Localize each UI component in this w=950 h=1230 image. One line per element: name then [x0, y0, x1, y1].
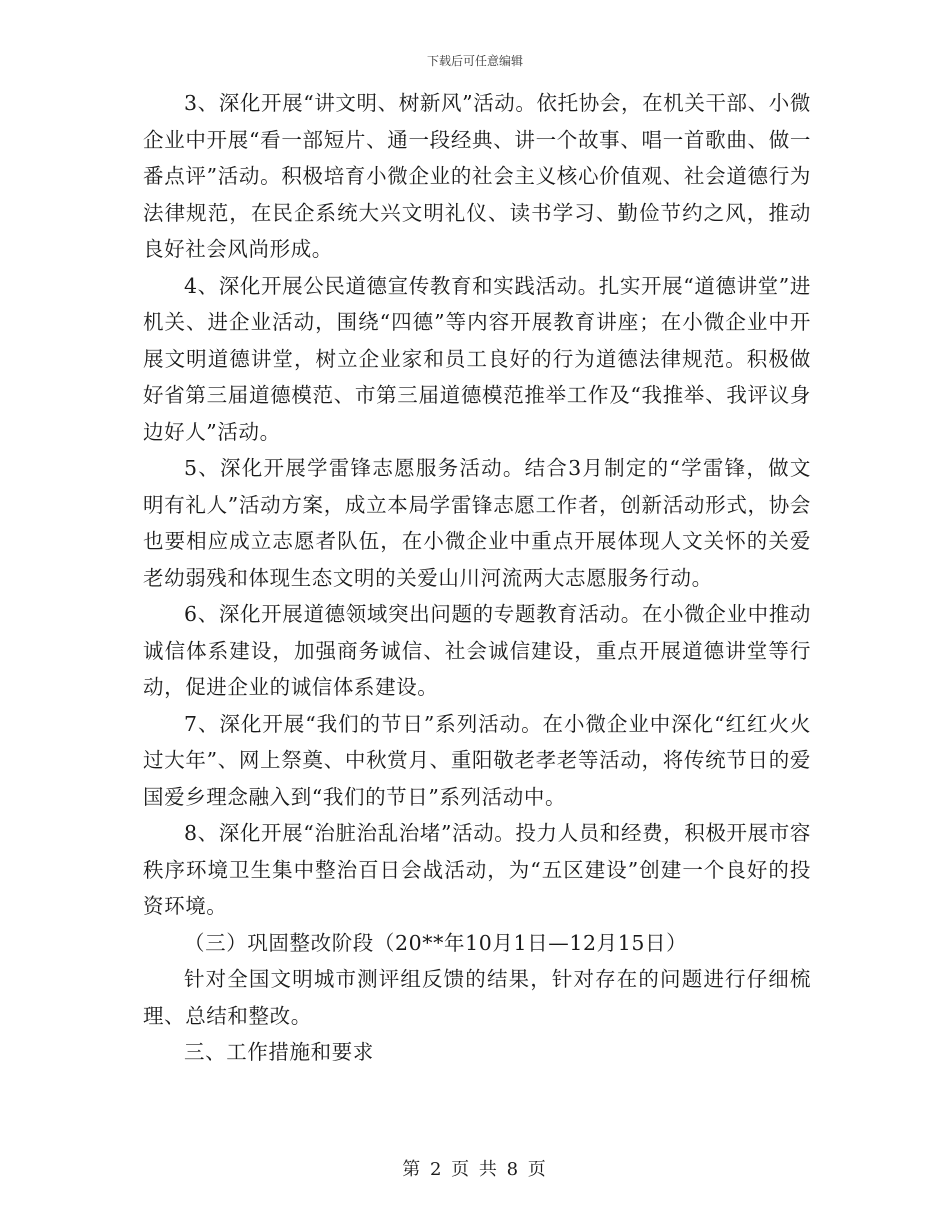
section-heading-consolidation: （三）巩固整改阶段（20**年10月1日—12月15日）: [184, 930, 688, 955]
page-header: 下载后可任意编辑: [426, 54, 523, 68]
paragraph-item-4: 4、深化开展公民道德宣传教育和实践活动。扎实开展“道德讲堂”进机关、进企业活动，围绕“四德”等内容开展教育讲座；在小微企业中开展文明道德讲堂，树立企业家和员工良好的行为道德法律规范。积极做好省第三届道德模范、市第三届道德模范推举工作及“我推举、我评议身边好人”活动。: [143, 273, 811, 444]
page-footer: 第 2 页 共 8 页: [402, 1159, 548, 1180]
paragraph-item-6: 6、深化开展道德领域突出问题的专题教育活动。在小微企业中推动诚信体系建设，加强商务诚信、社会诚信建设，重点开展道德讲堂等行动，促进企业的诚信体系建设。: [143, 602, 811, 699]
paragraph-item-7: 7、深化开展“我们的节日”系列活动。在小微企业中深化“红红火火过大年”、网上祭奠、中秋赏月、重阳敬老孝老等活动，将传统节日的爱国爱乡理念融入到“我们的节日”系列活动中。: [143, 711, 811, 809]
paragraph-item-8: 8、深化开展“治脏治乱治堵”活动。投力人员和经费，积极开展市容秩序环境卫生集中整治百日会战活动，为“五区建设”创建一个良好的投资环境。: [143, 821, 811, 918]
paragraph-consolidation: 针对全国文明城市测评组反馈的结果，针对存在的问题进行仔细梳理、总结和整改。: [143, 967, 811, 1028]
paragraph-item-3: 3、深化开展“讲文明、树新风”活动。依托协会，在机关干部、小微企业中开展“看一部短片、通一段经典、讲一个故事、唱一首歌曲、做一番点评”活动。积极培育小微企业的社会主义核心价值观、社会道德行为法律规范，在民企系统大兴文明礼仪、读书学习、勤俭节约之风，推动良好社会风尚形成。: [143, 91, 811, 261]
document-body: [143, 85, 811, 1071]
section-heading-measures: 三、工作措施和要求: [184, 1040, 374, 1064]
paragraph-item-5: 5、深化开展学雷锋志愿服务活动。结合3月制定的“学雷锋，做文明有礼人”活动方案，成立本局学雷锋志愿工作者，创新活动形式，协会也要相应成立志愿者队伍，在小微企业中重点开展体现人文关怀的关爱老幼弱残和体现生态文明的关爱山川河流两大志愿服务行动。: [143, 456, 811, 590]
